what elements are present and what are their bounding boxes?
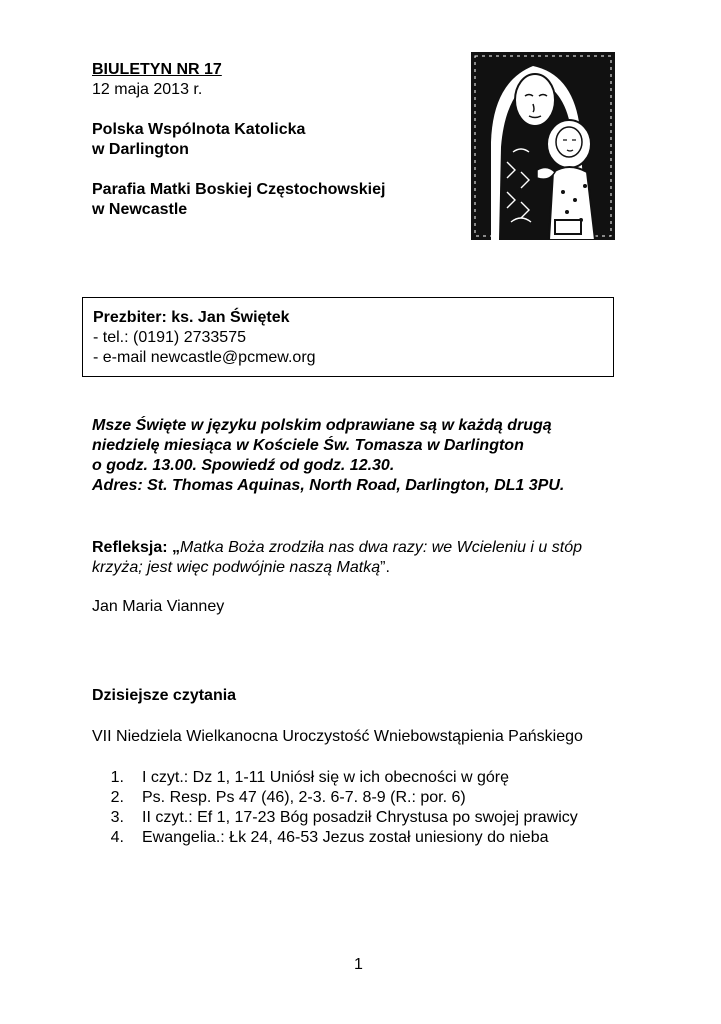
reading-number: 3. [110,809,124,826]
reading-text: Ps. Resp. Ps 47 (46), 2-3. 6-7. 8-9 (R.: por. 6) [142,789,466,806]
phone-number: - tel.: (0191) 2733575 [93,329,246,346]
mass-schedule-line2: niedzielę miesiąca w Kościele Św. Tomasza w Darlington [92,437,524,454]
madonna-and-child-icon [471,52,615,240]
readings-list [92,768,578,848]
reading-item [92,808,578,828]
reading-item [92,788,578,808]
reading-text: II czyt.: Ef 1, 17-23 Bóg posadził Chrystusa po swojej prawicy [142,809,578,826]
readings-day: VII Niedziela Wielkanocna Uroczystość Wniebowstąpienia Pańskiego [92,728,583,745]
reading-item [92,828,578,848]
mass-schedule-line3: o godz. 13.00. Spowiedź od godz. 12.30. [92,457,395,474]
reading-number: 1. [110,769,124,786]
reading-text: Ewangelia.: Łk 24, 46-53 Jezus został uniesiony do nieba [142,829,549,846]
community-name-line1: Polska Wspólnota Katolicka [92,121,306,138]
header-block [92,60,422,220]
mass-schedule [92,416,622,496]
reflection-quote-open: „ [172,539,181,556]
reading-number: 2. [110,789,124,806]
mass-schedule-line1: Msze Święte w języku polskim odprawiane są w każdą drugą [92,417,552,434]
email-address: - e-mail newcastle@pcmew.org [93,349,316,366]
reading-number: 4. [110,829,124,846]
reflection [92,538,637,578]
priest-name: Prezbiter: ks. Jan Świętek [93,309,290,326]
bulletin-date: 12 maja 2013 r. [92,81,203,98]
parish-name-line2: w Newcastle [92,201,188,218]
reflection-quote-line1: Matka Boża zrodziła nas dwa razy: we Wcieleniu i u stóp [180,539,582,556]
reflection-quote-close: ”. [380,559,390,576]
reading-item [92,768,578,788]
reflection-author: Jan Maria Vianney [92,598,225,615]
mass-address: Adres: St. Thomas Aquinas, North Road, Darlington, DL1 3PU. [92,477,565,494]
contact-box [82,297,614,377]
parish-name-line1: Parafia Matki Boskiej Częstochowskiej [92,181,386,198]
reflection-quote-line2: krzyża; jest więc podwójnie naszą Matką [92,559,381,576]
bulletin-title: BIULETYN NR 17 [92,61,222,78]
community-name-line2: w Darlington [92,141,189,158]
readings-heading: Dzisiejsze czytania [92,687,237,704]
page-number: 1 [354,956,363,973]
reading-text: I czyt.: Dz 1, 1-11 Uniósł się w ich obecności w górę [142,769,509,786]
reflection-label: Refleksja: [92,539,168,556]
